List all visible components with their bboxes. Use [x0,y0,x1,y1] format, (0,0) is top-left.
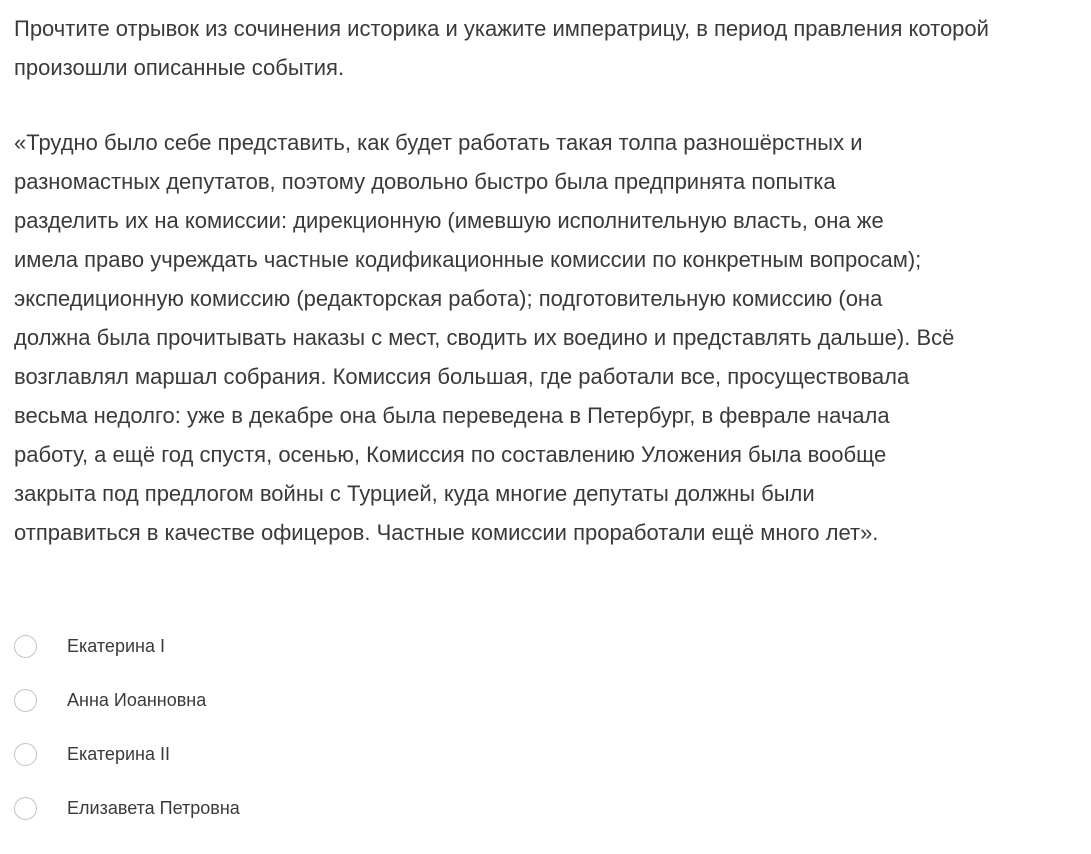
radio-button[interactable] [14,797,37,820]
answer-option-catherine-ii[interactable] [14,736,240,772]
answer-option-label[interactable]: Екатерина II [67,743,170,764]
passage-line: закрыта под предлогом войны с Турцией, куда многие депутаты должны были [14,481,815,506]
radio-button[interactable] [14,743,37,766]
answer-option-elizabeth-petrovna[interactable] [14,790,240,826]
passage-line: отправиться в качестве офицеров. Частные комиссии проработали ещё много лет». [14,520,879,545]
answer-option-label[interactable]: Екатерина I [67,635,165,656]
answer-option-label[interactable]: Анна Иоанновна [67,689,207,710]
passage-line: имела право учреждать частные кодификационные комиссии по конкретным вопросам); [14,247,922,272]
passage-line: работу, а ещё год спустя, осенью, Комиссия по составлению Уложения была вообще [14,442,887,467]
passage-line: разделить их на комиссии: дирекционную (имевшую исполнительную власть, она же [14,208,884,233]
passage-line: экспедиционную комиссию (редакторская работа); подготовительную комиссию (она [14,286,883,311]
radio-button[interactable] [14,689,37,712]
radio-button[interactable] [14,635,37,658]
answer-option-catherine-i[interactable] [14,628,240,664]
question-text: Прочтите отрывок из сочинения историка и укажите императрицу, в период правления которой произошли описанные события. [14,16,989,80]
answer-option-label[interactable]: Елизавета Петровна [67,797,240,818]
passage-line: «Трудно было себе представить, как будет работать такая толпа разношёрстных и [14,130,863,155]
passage-line: должна была прочитывать наказы с мест, сводить их воедино и представлять дальше). Всё [14,325,955,350]
answer-option-anna-ioannovna[interactable] [14,682,240,718]
answer-options [14,628,240,844]
passage-line: весьма недолго: уже в декабре она была переведена в Петербург, в феврале начала [14,403,890,428]
passage-line: возглавлял маршал собрания. Комиссия большая, где работали все, просуществовала [14,364,910,389]
historian-passage [14,123,1074,552]
passage-line: разномастных депутатов, поэтому довольно быстро была предпринята попытка [14,169,836,194]
